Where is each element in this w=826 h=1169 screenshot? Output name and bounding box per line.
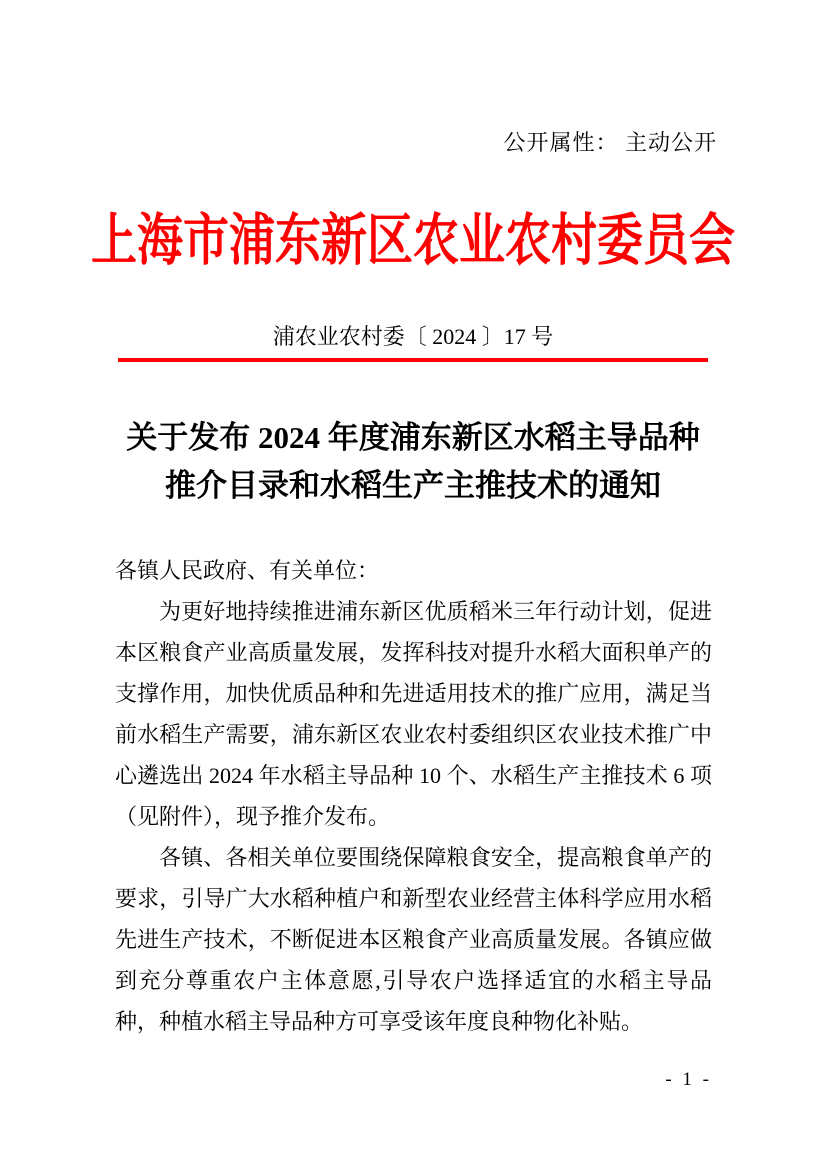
document-title bbox=[0, 414, 826, 510]
disclosure-attribute: 公开属性： 主动公开 bbox=[503, 130, 717, 155]
document-number: 浦农业农村委〔 2024 〕17 号 bbox=[272, 324, 554, 349]
issuing-agency-masthead: 上海市浦东新区农业农村委员会 bbox=[91, 209, 735, 272]
red-divider-line bbox=[118, 358, 708, 362]
body-paragraph-1: 为更好地持续推进浦东新区优质稻米三年行动计划，促进本区粮食产业高质量发展，发挥科技对提升水稻大面积单产的支撑作用，加快优质品种和先进适用技术的推广应用，满足当前水稻生产需要，浦东新区农业农村委组织区农业技术推广中心遴选出 2024 年水稻主导品种 10 个、水稻生产主推技术 6 项（见附件），现予推介发布。 bbox=[115, 599, 712, 829]
page-number: - 1 - bbox=[665, 1069, 712, 1090]
salutation: 各镇人民政府、有关单位： bbox=[115, 558, 380, 583]
document-body bbox=[115, 550, 712, 1042]
document-title-line-2: 推介目录和水稻生产主推技术的通知 bbox=[165, 468, 661, 503]
document-title-line-1: 关于发布 2024 年度浦东新区水稻主导品种 bbox=[126, 420, 700, 455]
body-paragraph-2: 各镇、各相关单位要围绕保障粮食安全，提高粮食单产的要求，引导广大水稻种植户和新型农业经营主体科学应用水稻先进生产技术，不断促进本区粮食产业高质量发展。各镇应做到充分尊重农户主体意愿,引导农户选择适宜的水稻主导品种，种植水稻主导品种方可享受该年度良种物化补贴。 bbox=[115, 845, 712, 1034]
